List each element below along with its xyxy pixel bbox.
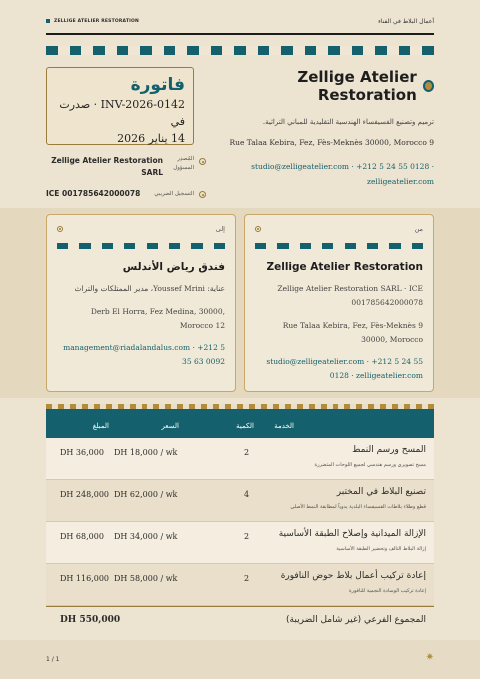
col-amount: المبلغ <box>92 422 109 430</box>
tax-value: ICE 001785642000078 <box>46 189 141 198</box>
table-row <box>46 522 434 564</box>
table-crenel <box>46 404 434 414</box>
row-amount: DH 68,000 <box>60 532 104 541</box>
sender-legal: Zellige Atelier Restoration SARL · ICE 001785642000078 <box>277 284 423 307</box>
row-desc: قطع وطلاء بلاطات الفسيفساء البلدية يدوياً لمطابقة النمط الأصلي <box>290 504 426 510</box>
issuer-icon <box>199 158 206 165</box>
company-name: Zellige Atelier Restoration <box>297 68 417 104</box>
company-address: Rue Talaa Kebira, Fez, Fès-Meknès 30000, Morocco 9 <box>229 138 434 147</box>
row-qty: 2 <box>244 574 250 583</box>
table-row <box>46 564 434 606</box>
col-service: الخدمة <box>274 422 294 430</box>
brand-label <box>46 19 139 24</box>
to-label: إلى <box>215 225 225 233</box>
table-row <box>46 480 434 522</box>
invoice-number: INV-2026-0142 · صدرت في <box>59 98 185 128</box>
invoice-title: فاتورة <box>130 75 185 95</box>
tax-icon <box>199 191 206 198</box>
row-qty: 4 <box>244 490 250 499</box>
row-desc: إعادة تركيب الوسادة النجمية للنافورة <box>348 588 426 594</box>
invoice-title-box <box>46 67 194 145</box>
row-amount: DH 36,000 <box>60 448 104 457</box>
client-name: فندق رياض الأندلس <box>122 261 225 273</box>
table-body <box>46 438 434 606</box>
issuer-labels <box>168 155 194 173</box>
invoice-date: 14 يناير 2026 <box>117 132 185 145</box>
issuer-meta <box>46 155 206 179</box>
col-price: السعر <box>161 422 179 430</box>
issuer-value: Zellige Atelier Restoration SARL <box>51 156 163 177</box>
row-amount: DH 248,000 <box>60 490 110 499</box>
row-title: الإزالة الميدانية وإصلاح الطبقة الأساسية <box>278 529 426 539</box>
table-row <box>46 438 434 480</box>
from-tile-strip <box>255 243 423 249</box>
row-unit: DH 18,000 / wk <box>114 448 178 457</box>
sender-contact[interactable]: studio@zelligeatelier.com · +212 5 24 55 0128 · zelligeatelier.com <box>266 357 423 380</box>
row-desc: إزالة البلاط التالف وتحضير الطبقة الأساسية <box>336 546 426 552</box>
row-unit: DH 62,000 / wk <box>114 490 178 499</box>
company-block <box>215 68 434 189</box>
company-contact[interactable]: studio@zelligeatelier.com · +212 5 24 55 0128 · zelligeatelier.com <box>251 162 434 186</box>
top-header <box>46 14 434 28</box>
row-amount: DH 116,000 <box>60 574 110 583</box>
sender-address: Rue Talaa Kebira, Fez, Fès-Meknès 9 30000, Morocco <box>282 321 423 344</box>
row-unit: DH 58,000 / wk <box>114 574 178 583</box>
to-dot-icon <box>57 226 63 232</box>
account-label: المسؤول <box>173 165 194 171</box>
issuer-label: المُصدِر <box>177 156 194 162</box>
row-desc: مسح تصويري ورسم هندسي لجميع اللوحات المتضررة <box>314 462 426 468</box>
row-title: المسح ورسم النمط <box>352 445 426 455</box>
row-title: تصنيع البلاط في المختبر <box>336 487 426 497</box>
tax-meta <box>46 188 206 200</box>
brand-text: ZELLIGE ATELIER RESTORATION <box>54 18 140 24</box>
brand-square-icon <box>46 19 50 23</box>
client-attn: عناية: Youssef Mrini، مدير الممتلكات والتراث <box>74 284 225 293</box>
breadcrumb: أعمال البلاط في الفناء <box>378 17 434 25</box>
row-unit: DH 34,000 / wk <box>114 532 178 541</box>
client-address: Derb El Horra, Fez Medina, 30000, Morocco 12 <box>90 307 225 330</box>
page-number: 1 / 1 <box>46 656 60 663</box>
subtotal-row <box>46 606 434 634</box>
row-qty: 2 <box>244 448 250 457</box>
header-rule <box>46 33 434 35</box>
col-qty: الكمية <box>236 422 254 430</box>
to-tile-strip <box>57 243 225 249</box>
from-card-header <box>255 225 423 233</box>
table-header <box>46 414 434 438</box>
subtotal-label: المجموع الفرعي (غير شامل الضريبة) <box>286 615 426 625</box>
to-card-header <box>57 225 225 233</box>
client-contact[interactable]: management@riadalandalus.com · +212 5 35 63 0092 <box>63 343 225 366</box>
from-label: من <box>414 225 423 233</box>
page-footer <box>0 640 480 679</box>
tax-label: التسجيل الضريبي <box>154 191 194 197</box>
sender-name: Zellige Atelier Restoration <box>266 261 423 273</box>
to-card <box>46 214 236 392</box>
star-ornament-icon: ✷ <box>425 652 434 663</box>
subtotal-value: DH 550,000 <box>60 615 121 625</box>
company-name-row <box>215 68 434 104</box>
seal-icon <box>423 80 434 92</box>
row-title: إعادة تركيب أعمال بلاط حوض النافورة <box>280 571 426 581</box>
row-qty: 2 <box>244 532 250 541</box>
company-tagline: ترميم وتصنيع الفسيفساء الهندسية التقليدية للمباني التراثية. <box>262 118 434 126</box>
tile-strip-top <box>46 46 434 55</box>
from-card <box>244 214 434 392</box>
from-dot-icon <box>255 226 261 232</box>
